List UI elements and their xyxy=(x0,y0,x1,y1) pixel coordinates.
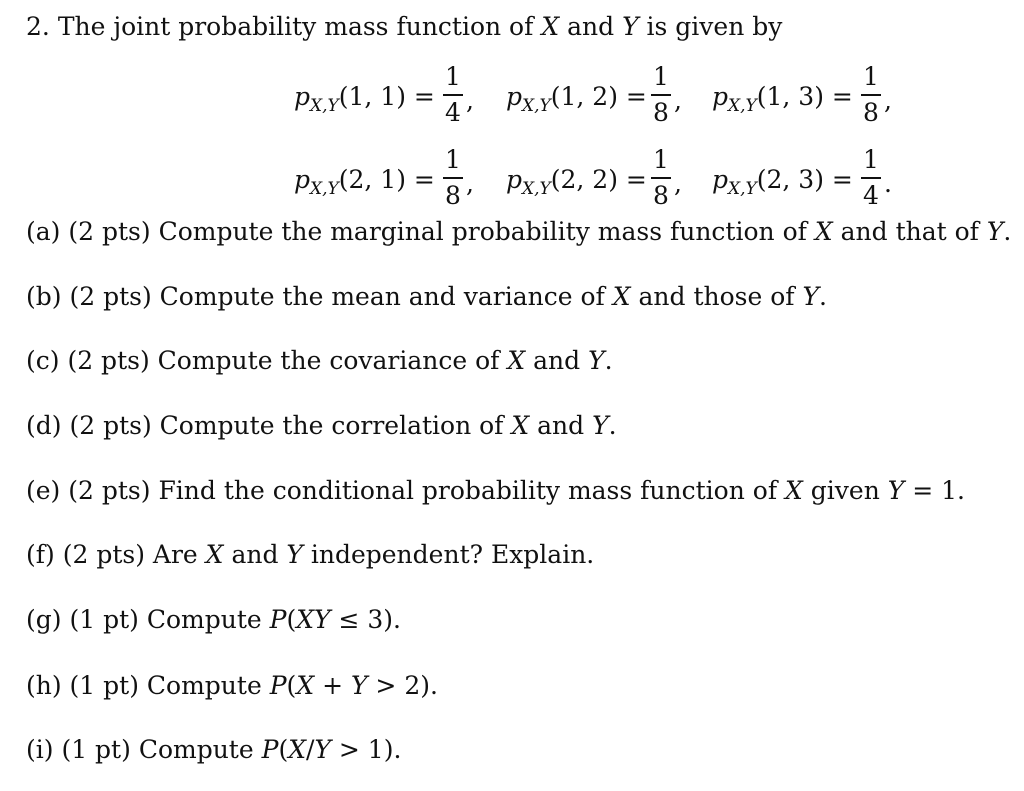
part-h: (h) (1 pt) Compute P(X + Y > 2). xyxy=(26,671,438,700)
var-y: Y xyxy=(622,12,639,41)
is-given-by: is given by xyxy=(646,12,783,41)
problem-intro xyxy=(26,14,782,39)
fraction: 1 8 xyxy=(650,145,672,209)
part-b: (b) (2 pts) Compute the mean and variance of X and those of Y. xyxy=(26,282,827,311)
part-e: (e) (2 pts) Find the conditional probability mass function of X given Y = 1. xyxy=(26,476,965,505)
fraction: 1 8 xyxy=(860,62,882,126)
fraction: 1 8 xyxy=(650,62,672,126)
part-g: (g) (1 pt) Compute P(XY ≤ 3). xyxy=(26,605,401,634)
intro-text: The joint probability mass function of xyxy=(57,12,534,41)
fraction: 1 8 xyxy=(442,145,464,209)
fraction: 1 4 xyxy=(442,62,464,126)
part-a: (a) (2 pts) Compute the marginal probability mass function of X and that of Y. xyxy=(26,217,1012,246)
part-i: (i) (1 pt) Compute P(X/Y > 1). xyxy=(26,735,402,764)
var-x: X xyxy=(541,12,560,41)
and-word: and xyxy=(567,12,615,41)
fraction: 1 4 xyxy=(860,145,882,209)
part-c: (c) (2 pts) Compute the covariance of X and Y. xyxy=(26,346,613,375)
problem-number: 2. xyxy=(26,12,50,41)
problem-page: 2. The joint probability mass function of X and Y is given by $p_{X,Y}(1$, 1) = 1 4 , $p_{X,Y}(1$, 2) = 1 8 , $p_{X,Y}(1$, 3) = 1 8 , $p_{X,Y}(2$, 1) = 1 8 , $p_{X,Y}(2$, 2) = 1 8 , $p_{X,Y}(2$, 3) = 1 4 . (a) (2 pts) Compute the marginal probability mass function of X and that of Y. (b) (2 pts) Compute the mean and variance of X and those of Y. (c) (2 pts) Compute the covariance of X and Y. (d) (2 pts) Compute the correlation of X and Y. (e) (2 pts) Find the conditional probability mass function of X given Y = 1. (f) (2 pts) Are X and Y independent? Explain. (g) (1 pt) Compute P(XY ≤ 3). (h) (1 pt) Compute P(X + Y > 2). (i) (1 pt) Compute P(X/Y > 1). xyxy=(26,12,1012,764)
part-f: (f) (2 pts) Are X and Y independent? Explain. xyxy=(26,540,595,569)
part-d: (d) (2 pts) Compute the correlation of X and Y. xyxy=(26,411,617,440)
